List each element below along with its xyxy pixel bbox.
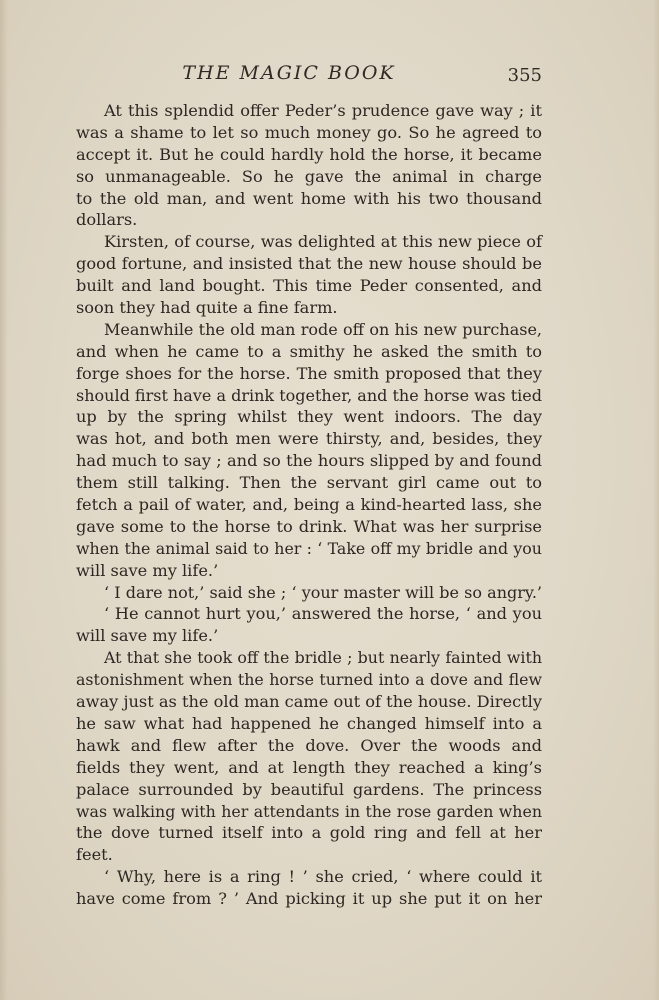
text-line: will save my life.’ (76, 626, 219, 646)
text-line: feet. (76, 845, 113, 865)
text-line: palace surrounded by beautiful gardens. The princess (76, 779, 542, 799)
text-line: accept it. But he could hardly hold the horse, it became (76, 144, 542, 164)
text-line: fields they went, and at length they reached a king’s (76, 757, 542, 777)
text-line: and when he came to a smithy he asked the smith to (76, 341, 542, 361)
text-line: astonishment when the horse turned into a dove and flew (76, 670, 542, 690)
text-line: ‘ He cannot hurt you,’ answered the horse, ‘ and you (104, 604, 542, 624)
text-line: At this splendid offer Peder’s prudence gave way ; it (104, 101, 542, 120)
text-line: up by the spring whilst they went indoors. The day (76, 407, 542, 427)
text-line: good fortune, and insisted that the new house should be (76, 254, 542, 274)
running-head (76, 62, 542, 92)
running-title: THE MAGIC BOOK (182, 62, 396, 84)
text-line: fetch a pail of water, and, being a kind-hearted lass, she (76, 495, 542, 515)
text-line: will save my life.’ (76, 560, 219, 580)
body-text (76, 100, 542, 910)
text-line: had much to say ; and so the hours slipped by and found (76, 451, 542, 471)
text-line: ‘ Why, here is a ring ! ’ she cried, ‘ where could it (104, 867, 542, 887)
text-line: so unmanageable. So he gave the animal in charge (76, 166, 542, 186)
text-line: Meanwhile the old man rode off on his new purchase, (104, 319, 542, 339)
text-line: them still talking. Then the servant girl came out to (76, 473, 542, 493)
text-line: Kirsten, of course, was delighted at this new piece of (104, 232, 542, 252)
text-line: ‘ I dare not,’ said she ; ‘ your master will be so angry.’ (104, 582, 542, 602)
text-line: away just as the old man came out of the house. Directly (76, 692, 542, 712)
text-line: have come from ? ’ And picking it up she put it on her (76, 889, 542, 909)
text-line: soon they had quite a fine farm. (76, 298, 338, 318)
text-line: was a shame to let so much money go. So he agreed to (76, 122, 542, 142)
text-line: built and land bought. This time Peder consented, and (76, 276, 542, 296)
text-line: forge shoes for the horse. The smith proposed that they (76, 363, 542, 383)
text-line: the dove turned itself into a gold ring and fell at her (76, 823, 542, 843)
text-line: should first have a drink together, and the horse was tied (76, 385, 542, 405)
text-line: was hot, and both men were thirsty, and, besides, they (76, 429, 542, 449)
page-number: 355 (507, 65, 542, 86)
text-line: dollars. (76, 210, 138, 230)
text-line: was walking with her attendants in the rose garden when (76, 801, 542, 821)
text-line: to the old man, and went home with his two thousand (76, 188, 542, 208)
text-line: At that she took off the bridle ; but nearly fainted with (104, 648, 542, 668)
text-line: when the animal said to her : ‘ Take off my bridle and you (76, 538, 542, 558)
text-line: gave some to the horse to drink. What was her surprise (76, 516, 542, 536)
text-line: hawk and flew after the dove. Over the woods and (76, 735, 542, 755)
text-line: he saw what had happened he changed himself into a (76, 713, 542, 733)
